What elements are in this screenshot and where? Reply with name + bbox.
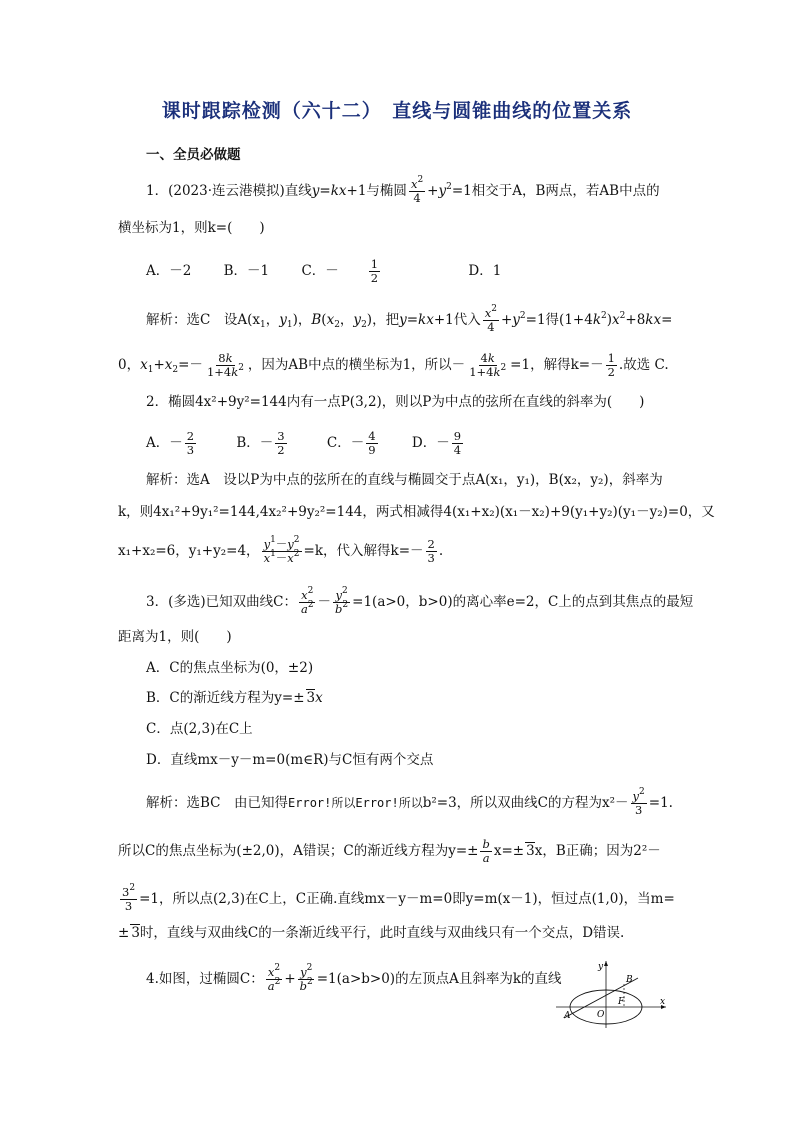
q3-solution-foci: 所以C的焦点坐标为(±2,0)，A错误；C的渐近线方程为y=± <box>118 843 479 859</box>
q3-solution-line2: 所以C的焦点坐标为(±2,0)，A错误；C的渐近线方程为y=± $\frac{b}{a}$ x=± 3x，B正确；因为2²－ <box>118 837 661 865</box>
q3-option-d: D．直线mx－y－m=0(m∈R)与C恒有两个交点 <box>146 752 434 768</box>
q2-solution-line3: x₁+x₂=6，y₁+y₂=4， $\frac{y^1-y^2}{x^1-x^2}$ =k，代入解得k=－ $\frac{2}{3}$ . <box>118 535 444 565</box>
fraction: $\frac{x^2}{4}$ <box>410 175 424 205</box>
q2-option-d: D．－ $\frac{9}{4}$ <box>411 429 462 457</box>
q1-option-a: A．－2 <box>146 263 192 279</box>
q4-stem-start: 4.如图，过椭圆C： <box>146 971 264 987</box>
q3-stem-start: 3．(多选)已知双曲线C： <box>146 594 297 610</box>
q3-option-c: C．点(2,3)在C上 <box>146 721 253 737</box>
label-b: B <box>626 975 633 985</box>
q3-solution-error-text: Error!所以Error!所以 <box>288 796 423 810</box>
q2-option-a: A．－ $\frac{2}{3}$ <box>146 429 195 457</box>
q1-option-d: D．1 <box>468 263 502 279</box>
q3-stem-line1: 3．(多选)已知双曲线C： $\frac{x^2}{a^2}$ － $\frac{y^2}{b^2}$ =1(a>0，b>0)的离心率e=2，C上的点到其焦点的最短 <box>146 586 694 616</box>
q1-solution-end: =1，解得k=－ <box>510 357 604 373</box>
q4-stem: 4.如图，过椭圆C： $\frac{x^2}{a^2}$ + $\frac{y^2}{b^2}$ =1(a>b>0)的左顶点A且斜率为k的直线 <box>146 963 562 993</box>
q3-solution-line-check: =1，所以点(2,3)在C上，C正确.直线mx－y－m=0即y=m(x－1)，恒过点(1,0)，当m= <box>139 891 675 907</box>
q3-solution-line4: ± 3时，直线与双曲线C的一条渐近线平行，此时直线与双曲线只有一个交点，D错误. <box>118 925 625 941</box>
q1-stem-start: 1．(2023·连云港模拟)直线 <box>146 183 312 199</box>
q3-stem-line2: 距离为1，则( ) <box>118 629 232 645</box>
q1-stem-line1: 1．(2023·连云港模拟)直线y=kx+1与椭圆 $\frac{x^2}{4}$ $+y^2=1$相交于A，B两点，若AB中点的 <box>146 175 660 205</box>
label-a: A <box>564 1011 571 1021</box>
page-title: 课时跟踪检测（六十二） 直线与圆锥曲线的位置关系 <box>161 100 633 122</box>
q1-stem-end: 相交于A，B两点，若AB中点的 <box>471 183 660 199</box>
q3-stem-end: =1(a>0，b>0)的离心率e=2，C上的点到其焦点的最短 <box>352 594 694 610</box>
q1-solution-lead: 解析：选C 设A(x <box>146 312 260 328</box>
label-x: x <box>660 997 666 1007</box>
q2-solution-sum: x₁+x₂=6，y₁+y₂=4， <box>118 543 260 559</box>
q1-option-c: C．－ $\frac{1}{2}$ <box>301 257 379 285</box>
q1-solution-tail: .故选 C. <box>618 357 669 373</box>
q2-stem: 2．椭圆4x²+9y²=144内有一点P(3,2)，则以P为中点的弦所在直线的斜率为( ) <box>146 394 645 410</box>
q3-solution-asym: x=± <box>493 843 525 859</box>
q4-stem-end: =1(a>b>0)的左顶点A且斜率为k的直线 <box>316 971 562 987</box>
q3-solution-b: b²=3，所以双曲线C的方程为x²－ <box>422 795 629 811</box>
q3-solution-line1: 解析：选BC 由已知得Error!所以Error!所以b²=3，所以双曲线C的方程为x²－ $\frac{y^2}{3}$ =1. <box>146 787 673 817</box>
q1-solution-mid2: ，因为AB中点的横坐标为1，所以－ <box>247 357 466 373</box>
q3-solution-eq: =1. <box>648 795 673 811</box>
label-o: O <box>597 1010 605 1020</box>
label-y: y <box>598 962 604 972</box>
q2-option-c: C．－ $\frac{4}{9}$ <box>326 429 376 457</box>
q2-options <box>146 430 465 457</box>
q3-solution-lead: 解析：选BC 由已知得 <box>146 795 289 811</box>
ellipse-figure <box>552 958 672 1030</box>
q2-option-b: B．－ $\frac{3}{2}$ <box>236 429 285 457</box>
label-f: F <box>618 997 625 1007</box>
q2-solution-line1: 解析：选A 设以P为中点的弦所在的直线与椭圆交于点A(x₁，y₁)，B(x₂，y₂)，斜率为 <box>146 472 663 488</box>
q1-solution-line1: 解析：选C 设$A(x_1$，$y_1$)，$B(x_2$，$y_2$)，把y=kx+1代入 $\frac{x^2}{4}$ $+y^2=1$得$(1+4k^2)x^2+8kx=$ <box>146 304 673 334</box>
q2-solution-line2: k，则4x₁²+9y₁²=144,4x₂²+9y₂²=144，两式相减得4(x₁+x₂)(x₁－x₂)+9(y₁+y₂)(y₁－y₂)=0，又 <box>118 504 715 520</box>
q1-solution-line2: 0，$x_1+x_2=-$ $\frac{8k}{1+4k^2}$ ，因为AB中点的横坐标为1，所以－ $\frac{4k}{1+4k^2}$ =1，解得k=－ $\frac{1}{2}$ .故选 C. <box>118 351 669 379</box>
q3-solution-conclusion: 时，直线与双曲线C的一条渐近线平行，此时直线与双曲线只有一个交点，D错误. <box>139 925 625 941</box>
section-heading: 一、全员必做题 <box>146 147 241 163</box>
q2-solution-period: . <box>438 543 444 559</box>
q1-options <box>146 258 529 285</box>
q2-solution-slope: =k，代入解得k=－ <box>303 543 424 559</box>
q3-option-b: B．C的渐近线方程为y=± 3x <box>146 690 323 706</box>
y-axis-arrow <box>604 961 608 966</box>
q1-stem-line2: 横坐标为1，则k=( ) <box>118 220 265 236</box>
q3-option-a: A．C的焦点坐标为(0，±2) <box>146 660 314 676</box>
q3-solution-line3: $\frac{3^2}{3}$ =1，所以点(2,3)在C上，C正确.直线mx－y－m=0即y=m(x－1)，恒过点(1,0)，当m= <box>122 883 675 913</box>
q1-option-b: B．－1 <box>223 263 270 279</box>
q3-solution-check: x，B正确；因为2²－ <box>534 843 661 859</box>
q1-solution-mid: 代入 <box>453 312 481 328</box>
